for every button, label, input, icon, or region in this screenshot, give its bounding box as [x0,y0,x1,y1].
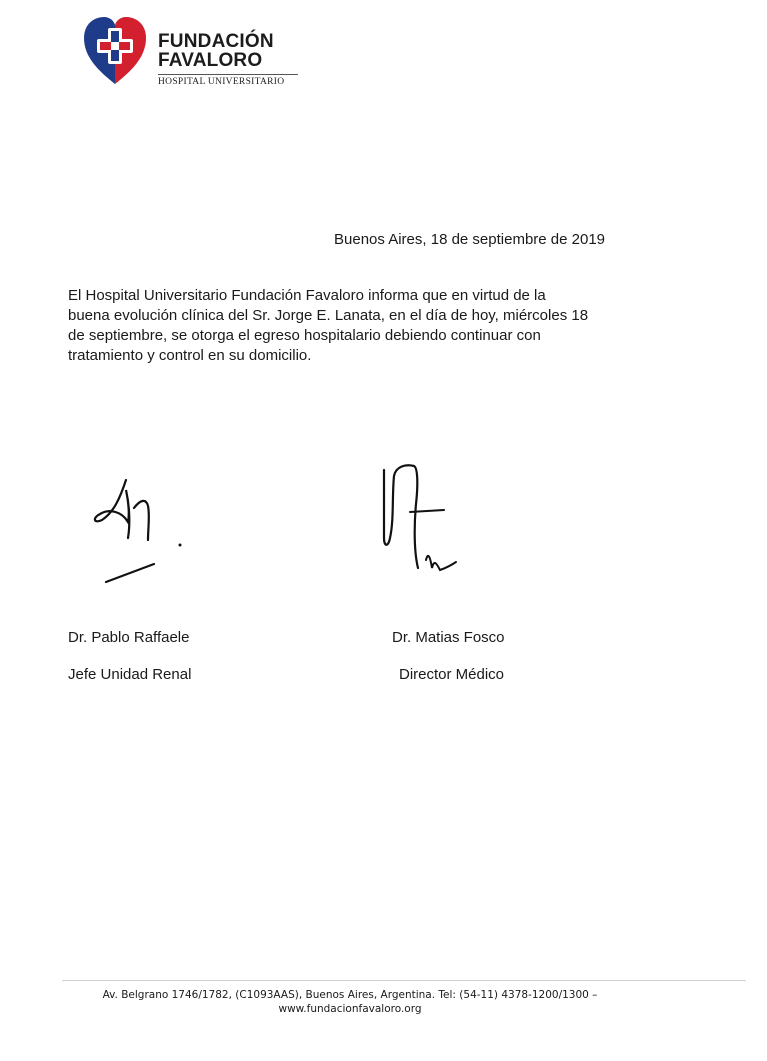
heart-cross-logo-icon [80,14,150,88]
letterhead-text [158,32,298,87]
org-name-line1: FUNDACIÓN [158,31,274,52]
letter-date: Buenos Aires, 18 de septiembre de 2019 [334,231,606,248]
footer-website: www.fundacionfavaloro.org [278,1003,422,1015]
signer-title-1: Jefe Unidad Renal [68,666,192,683]
footer-divider [62,980,746,981]
signer-name-1: Dr. Pablo Raffaele [68,629,190,646]
signature-left [84,468,194,588]
letter-body: El Hospital Universitario Fundación Favaloro informa que en virtud de la buena evolución clínica del Sr. Jorge E. Lanata, en el día de hoy, miércoles 18 de septiembre, se otorga el egreso hospitalario debiendo continuar con tratamiento y control en su domicilio. [68,287,589,364]
letterhead-logo [80,14,310,94]
org-name-line2: FAVALORO [158,50,263,71]
org-subtitle: HOSPITAL UNIVERSITARIO [158,74,298,87]
signer-name-2: Dr. Matias Fosco [392,629,505,646]
footer [40,988,660,1016]
signer-title-2: Director Médico [399,666,505,683]
signature-right [370,456,470,581]
footer-address: Av. Belgrano 1746/1782, (C1093AAS), Buenos Aires, Argentina. Tel: (54-11) 4378-1200/1300 – [102,989,598,1001]
